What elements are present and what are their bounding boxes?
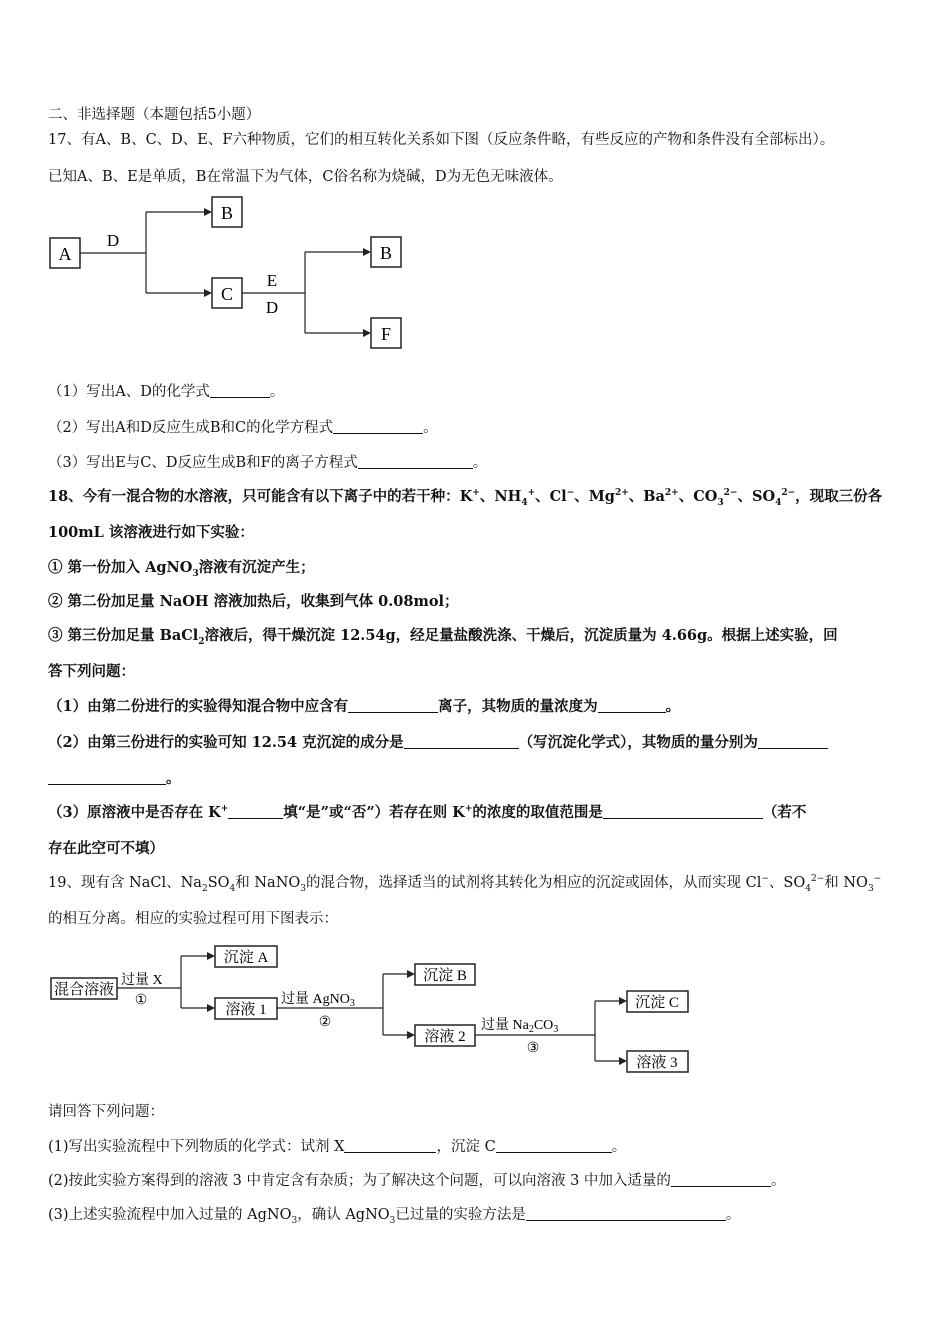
q18-sub1: （1）由第二份进行的实验得知混合物中应含有 离子，其物质的量浓度为 。 <box>48 698 681 715</box>
q19-stem-line2: 的相互分离。相应的实验过程可用下图表示： <box>48 911 338 927</box>
q19-sub1: (1)写出实验流程中下列物质的化学式：试剂 X ，沉淀 C 。 <box>48 1139 627 1155</box>
q18-exp3-cont: 答下列问题： <box>48 663 135 680</box>
section-title: 二、非选择题（本题包括5小题） <box>48 107 261 123</box>
ppt-b: 沉淀 B <box>423 968 467 984</box>
sol-2: 溶液 2 <box>424 1029 466 1045</box>
q19-flowchart <box>48 940 708 1075</box>
label-d1: D <box>106 231 120 250</box>
sol-1: 溶液 1 <box>225 1002 267 1018</box>
q18-stem-line2: 100mL 该溶液进行如下实验： <box>48 524 254 541</box>
q19-sub2: (2)按此实验方案得到的溶液 3 中肯定含有杂质；为了解决这个问题，可以向溶液 3 中加入适量的 。 <box>48 1173 786 1189</box>
node-b-right: B <box>379 243 393 263</box>
q18-sub2: （2）由第三份进行的实验可知 12.54 克沉淀的成分是 （写沉淀化学式），其物质的量分别为 <box>48 731 828 752</box>
node-a: A <box>58 244 72 264</box>
q18-stem-line1: 18、今有一混合物的水溶液，只可能含有以下离子中的若干种：K+、$NH_4^+$、Cl−、$Mg^{2+}$、$Ba^{2+}$、$CO_3^{2-}$、$SO_4^{2-}$，现取三份各 <box>48 488 883 508</box>
step2-num: ② <box>318 1015 332 1030</box>
q18-sub2-cont: 。 <box>48 767 181 788</box>
step1-num: ① <box>134 993 148 1008</box>
node-c: C <box>220 284 234 304</box>
q18-exp3: ③ 第三份加足量 BaCl$_2$溶液后，得干燥沉淀 12.54g，经足量盐酸洗涤、干燥后，沉淀质量为 4.66g。根据上述实验，回 <box>48 627 838 647</box>
flow-start: 混合溶液 <box>53 982 115 998</box>
node-b-top: B <box>220 203 234 223</box>
step1-label: 过量 X <box>121 973 163 988</box>
q19-prompt: 请回答下列问题： <box>48 1104 164 1120</box>
q17-sub1: （1）写出A、D的化学式 。 <box>48 384 285 400</box>
step3-num: ③ <box>526 1041 540 1056</box>
label-d2: D <box>265 298 279 317</box>
node-f: F <box>380 324 392 344</box>
q18-exp1: ① 第一份加入 AgNO$_3$溶液有沉淀产生； <box>48 559 315 579</box>
q18-sub3-cont: 存在此空可不填） <box>48 840 164 857</box>
sol-3: 溶液 3 <box>636 1055 678 1071</box>
ppt-a: 沉淀 A <box>223 950 269 966</box>
q17-sub3: （3）写出E与C、D反应生成B和F的离子方程式 。 <box>48 455 488 471</box>
ppt-c: 沉淀 C <box>635 995 679 1011</box>
label-e: E <box>266 271 278 290</box>
q17-transformation-diagram <box>40 190 420 360</box>
q17-stem-line2: 已知A、B、E是单质，B在常温下为气体，C俗名称为烧碱，D为无色无味液体。 <box>48 169 563 185</box>
step3-label: 过量 $Na_2CO_3$ <box>481 1018 559 1035</box>
q18-sub3: （3）原溶液中是否存在 K+ 填“是”或“否”）若存在则 K+的浓度的取值范围是 （若不 <box>48 804 807 821</box>
q19-stem-line1: 19、现有含 NaCl、$Na_2SO_4$和 NaNO$_3$的混合物，选择适当的试剂将其转化为相应的沉淀或固体，从而实现 Cl−、$SO_4^{2-}$和 $NO_3^-$ <box>48 874 882 894</box>
step2-label: 过量 AgNO$_3$ <box>281 992 355 1009</box>
q19-sub3: (3)上述实验流程中加入过量的 AgNO$_3$，确认 AgNO$_3$已过量的实验方法是 。 <box>48 1207 741 1226</box>
q17-sub2: （2）写出A和D反应生成B和C的化学方程式 。 <box>48 420 438 436</box>
q18-exp2: ② 第二份加足量 NaOH 溶液加热后，收集到气体 0.08mol； <box>48 593 459 610</box>
q17-stem-line1: 17、有A、B、C、D、E、F六种物质，它们的相互转化关系如下图（反应条件略，有些反应的产物和条件没有全部标出）。 <box>48 132 835 148</box>
